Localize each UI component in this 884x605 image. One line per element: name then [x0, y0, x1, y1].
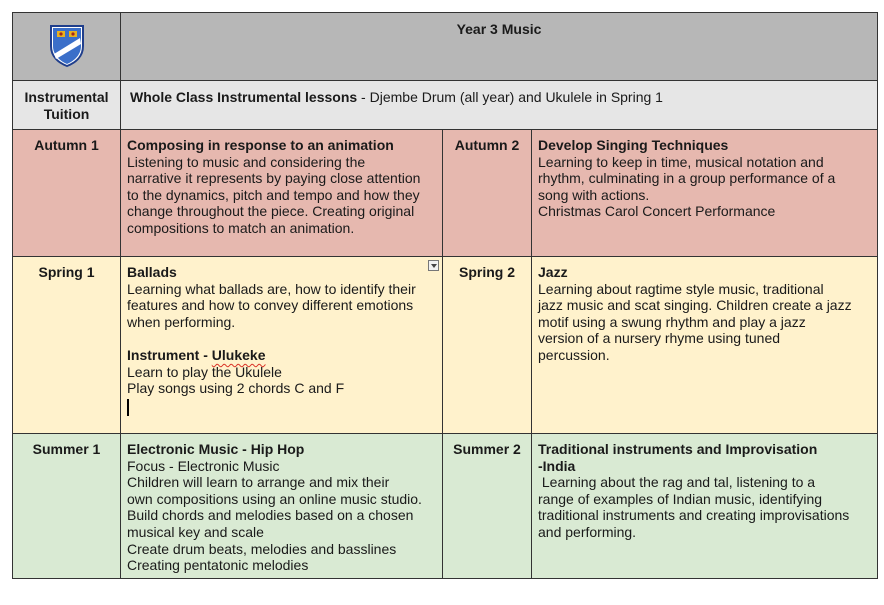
autumn-2-line: rhythm, culminating in a group performance of a [538, 170, 836, 187]
instrumental-label-cell[interactable] [13, 81, 121, 130]
logo-cell[interactable] [13, 13, 121, 81]
autumn-1-line: to the dynamics, pitch and tempo and how they [127, 186, 420, 203]
summer-1-line: Children will learn to arrange and mix their [127, 474, 390, 491]
summer-1-line: own compositions using an online music studio. [127, 490, 422, 507]
autumn-2-content[interactable] [532, 130, 878, 257]
page-title[interactable]: Year 3 Music [121, 13, 878, 81]
instrument-name-misspelled: Ulukeke [211, 346, 266, 363]
text-cursor [127, 399, 129, 416]
autumn-1-line: Listening to music and considering the [127, 153, 366, 170]
spring-1-title: Ballads [127, 264, 177, 280]
autumn-1-title: Composing in response to an animation [127, 137, 394, 153]
summer-1-line: Creating pentatonic melodies [127, 557, 309, 574]
term-autumn-1[interactable]: Autumn 1 [13, 130, 121, 257]
summer-1-line: Create drum beats, melodies and basslines [127, 540, 397, 557]
summer-2-title-line2: -India [538, 457, 576, 474]
spring-2-line: jazz music and scat singing. Children create a jazz [538, 297, 852, 314]
summer-2-line: Learning about the rag and tal, listening to a [538, 474, 816, 491]
cell-dropdown-icon[interactable] [428, 260, 439, 271]
instrumental-heading: Whole Class Instrumental lessons [130, 89, 358, 105]
autumn-1-line: compositions to match an animation. [127, 219, 355, 236]
autumn-2-line: Learning to keep in time, musical notation and [538, 153, 824, 170]
autumn-1-line: change throughout the piece. Creating original [127, 203, 415, 220]
term-autumn-2[interactable]: Autumn 2 [443, 130, 532, 257]
term-spring-2[interactable]: Spring 2 [443, 257, 532, 434]
summer-2-content[interactable] [532, 434, 878, 579]
term-summer-1[interactable]: Summer 1 [13, 434, 121, 579]
term-spring-1[interactable]: Spring 1 [13, 257, 121, 434]
spring-2-line: motif using a swung rhythm and play a jazz [538, 313, 806, 330]
autumn-2-line: song with actions. [538, 186, 650, 203]
music-curriculum-table [12, 12, 878, 579]
instrumental-text-cell[interactable] [121, 81, 878, 130]
spring-2-line: version of a nursery rhyme using tuned [538, 330, 781, 347]
spring-row [13, 257, 878, 434]
instrumental-label-line2: Tuition [43, 105, 90, 122]
spring-1-line: when performing. [127, 313, 236, 330]
autumn-1-line: narrative it represents by paying close attention [127, 170, 421, 187]
autumn-row [13, 130, 878, 257]
spring-2-line: Learning about ragtime style music, traditional [538, 280, 824, 297]
summer-2-line: and performing. [538, 523, 637, 540]
instrumental-detail: - Djembe Drum (all year) and Ukulele in Spring 1 [357, 89, 663, 105]
instrumental-row [13, 81, 878, 130]
spring-1-blank-line [127, 330, 436, 347]
spring-1-line: features and how to convey different emotions [127, 297, 414, 314]
spring-1-line: Learn to play the Ukulele [127, 363, 282, 380]
summer-1-content[interactable] [121, 434, 443, 579]
summer-2-title-line1: Traditional instruments and Improvisation [538, 441, 818, 457]
summer-1-line: Focus - Electronic Music [127, 457, 280, 474]
autumn-2-title: Develop Singing Techniques [538, 137, 729, 153]
spring-1-line: Play songs using 2 chords C and F [127, 380, 345, 397]
term-summer-2[interactable]: Summer 2 [443, 434, 532, 579]
header-row [13, 13, 878, 81]
summer-row [13, 434, 878, 579]
spring-1-content[interactable] [121, 257, 443, 434]
summer-2-line: range of examples of Indian music, identifying [538, 490, 823, 507]
spring-2-line: percussion. [538, 346, 610, 363]
spring-1-instrument-heading [127, 347, 436, 364]
summer-1-title: Electronic Music - Hip Hop [127, 441, 305, 457]
spring-2-content[interactable] [532, 257, 878, 434]
summer-2-line: traditional instruments and creating improvisations [538, 507, 850, 524]
autumn-1-content[interactable] [121, 130, 443, 257]
summer-1-line: musical key and scale [127, 523, 264, 540]
spring-1-line: Learning what ballads are, how to identify their [127, 280, 416, 297]
spring-2-title: Jazz [538, 264, 568, 280]
instrument-prefix: Instrument - [127, 346, 212, 363]
school-crest-icon [47, 24, 87, 68]
instrumental-label-line1: Instrumental [24, 89, 109, 105]
summer-1-line: Build chords and melodies based on a chosen [127, 507, 414, 524]
autumn-2-line: Christmas Carol Concert Performance [538, 203, 776, 220]
